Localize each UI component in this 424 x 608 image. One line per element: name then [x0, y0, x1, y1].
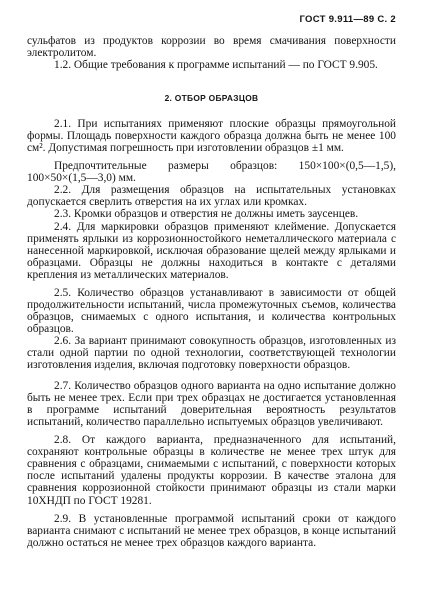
paragraph-continuation: сульфатов из продуктов коррозии во время смачивания поверхности электролитом. [27, 35, 396, 60]
running-head: ГОСТ 9.911—89 С. 2 [299, 14, 396, 25]
paragraph-2-5: 2.5. Количество образцов устанавливают в зависимости от общей продолжительности испытаний, числа промежуточных съемов, количества образцов, снимаемых с одного испытания, и количества контрольных образцов. [27, 286, 396, 335]
spacer [27, 371, 396, 380]
paragraph-2-6: 2.6. За вариант принимают совокупность образцов, изготовленных из стали одной партии по одной технологии, соответствующей технологии изготовления изделия, включая подготовку поверхности образцов. [27, 334, 396, 372]
paragraph-2-1-sizes: Предпочтительные размеры образцов: 150×100×(0,5—1,5), 100×50×(1,5—3,0) мм. [27, 160, 396, 185]
paragraph-2-3: 2.3. Кромки образцов и отверстия не должны иметь заусенцев. [54, 208, 359, 221]
paragraph-2-4: 2.4. Для маркировки образцов применяют клеймение. Допускается применять ярлыки из коррозионностойкого неметаллического материала с нанесенной маркировкой, исключая образование щелей между ярлыками и образцами. Образцы не должны находиться в контакте с деталями крепления из металлических материалов. [27, 220, 396, 281]
paragraph-2-8: 2.8. От каждого варианта, предназначенного для испытаний, сохраняют контрольные образцы в количестве не менее трех штук для сравнения с образцами, снимаемыми с испытаний, с поверхности которых после испытаний удалены продукты коррозии. В качестве эталона для сравнения коррозионной стойкости принимают образцы из стали марки 10ХНДП по ГОСТ 19281. [27, 434, 396, 507]
document-body [27, 35, 396, 549]
paragraph-2-9: 2.9. В установленные программой испытаний сроки от каждого варианта снимают с испытаний не менее трех образцов, в конце испытаний должно остаться не менее трех образцов каждого варианта. [27, 512, 396, 549]
paragraph-2-7: 2.7. Количество образцов одного варианта на одно испытание должно быть не менее трех. Если при трех образцах не достигается установленная в программе испытаний доверительная вероятность результатов испытаний, количество параллельно испытуемых образцов увеличивают. [27, 380, 396, 429]
paragraph-2-2: 2.2. Для размещения образцов на испытательных установках допускается сверлить отверстия на их углах или кромках. [27, 184, 396, 209]
paragraph-1-2: 1.2. Общие требования к программе испытаний — по ГОСТ 9.905. [54, 59, 378, 72]
paragraph-2-1: 2.1. При испытаниях применяют плоские образцы прямоугольной формы. Площадь поверхности каждого образца должна быть не менее 100 см². Допустимая погрешность при изготовлении образцов ±1 мм. [27, 118, 396, 155]
section-heading: 2. ОТБОР ОБРАЗЦОВ [164, 93, 259, 104]
